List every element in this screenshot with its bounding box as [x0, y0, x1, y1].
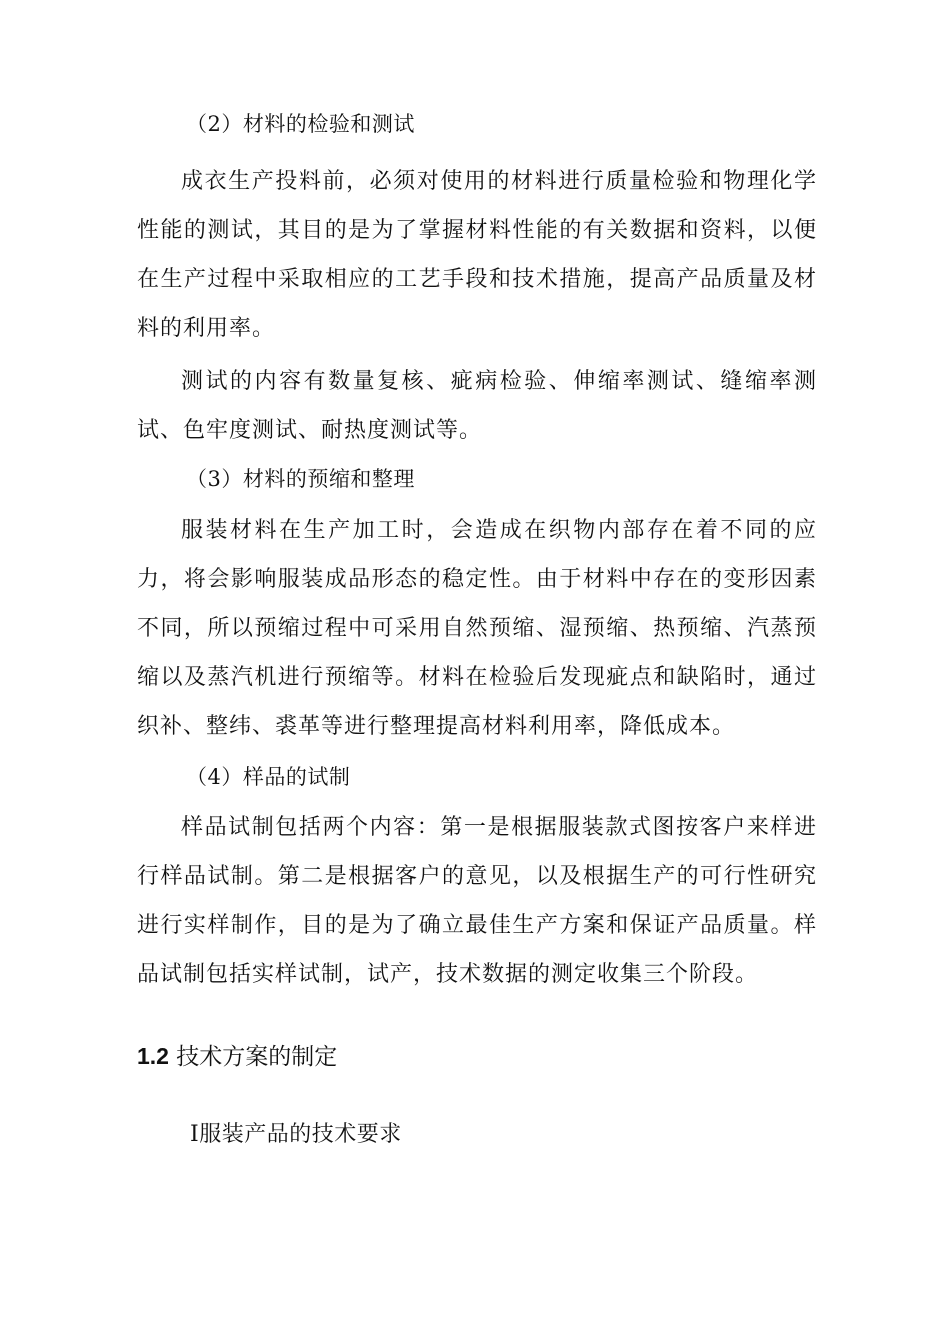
paragraph-sample-trial: 样品试制包括两个内容：第一是根据服装款式图按客户来样进行样品试制。第二是根据客户的意见，以及根据生产的可行性研究进行实样制作，目的是为了确立最佳生产方案和保证产品质量。样品试制包括实样试制，试产，技术数据的测定收集三个阶段。 [137, 815, 817, 987]
subsection-heading-material-inspection: （2）材料的检验和测试 [186, 112, 415, 136]
paragraph-material-inspection: 成衣生产投料前，必须对使用的材料进行质量检验和物理化学性能的测试，其目的是为了掌握材料性能的有关数据和资料，以便在生产过程中采取相应的工艺手段和技术措施，提高产品质量及材料的利用率。 [137, 169, 817, 341]
subsection-heading-sample-trial: （4）样品的试制 [186, 765, 351, 789]
subsection-heading-preshrink: （3）材料的预缩和整理 [186, 467, 415, 491]
paragraph-test-contents: 测试的内容有数量复核、疵病检验、伸缩率测试、缝缩率测试、色牢度测试、耐热度测试等。 [137, 369, 817, 443]
section-heading [137, 1040, 337, 1073]
paragraph-preshrink: 服装材料在生产加工时，会造成在织物内部存在着不同的应力，将会影响服装成品形态的稳定性。由于材料中存在的变形因素不同，所以预缩过程中可采用自然预缩、湿预缩、热预缩、汽蒸预缩以及蒸汽机进行预缩等。材料在检验后发现疵点和缺陷时，通过织补、整纬、裘革等进行整理提高材料利用率，降低成本。 [137, 518, 817, 739]
section-number: 1.2 [137, 1043, 169, 1069]
item-heading-technical-requirements: I服装产品的技术要求 [190, 1122, 402, 1147]
section-title-text: 技术方案的制定 [176, 1044, 338, 1070]
